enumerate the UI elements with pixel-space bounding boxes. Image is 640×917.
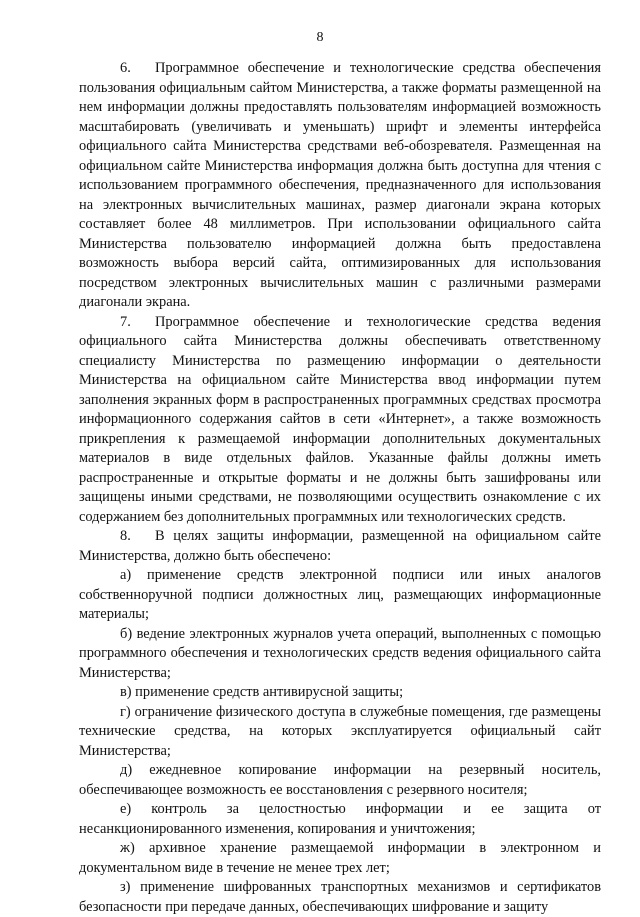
paragraph-text: Программное обеспечение и технологические средства обеспечения пользования официальным сайтом Министерства, а также форматы размещенной на нем информации должны предоставлять пользователям информацией возможность масштабировать (увеличивать и уменьшать) шрифт и элементы интерфейса официального сайта Министерства средствами веб-обозревателя. Размещенная на официальном сайте Министерства информация должна быть доступна для чтения с использованием программного обеспечения, предназначенного для использования на электронных вычислительных машинах, размер диагонали экрана которых составляет более 48 миллиметров. При использовании официального сайта Министерства пользователю информацией должна быть предоставлена возможность выбора версий сайта, оптимизированных для использования посредством электронных вычислительных машин с различными размерами диагонали экрана.: [79, 60, 601, 310]
paragraph-7: [79, 313, 601, 528]
paragraph-text: В целях защиты информации, размещенной на официальном сайте Министерства, должно быть обеспечено:: [79, 528, 601, 564]
list-item-b: б) ведение электронных журналов учета операций, выполненных с помощью программного обеспечения и технологических средств ведения официального сайта Министерства;: [79, 625, 601, 681]
paragraph-number: 8.: [120, 528, 131, 544]
list-item-d: д) ежедневное копирование информации на резервный носитель, обеспечивающее возможность ее восстановления с резервного носителя;: [79, 762, 601, 798]
paragraph-6: [79, 59, 601, 313]
page-number: 8: [316, 30, 324, 45]
document-body: [79, 59, 601, 917]
paragraph-number: 7.: [120, 313, 131, 330]
paragraph-8: [79, 527, 601, 566]
list-item-g: г) ограничение физического доступа в служебные помещения, где размещены технические средства, на которых эксплуатируется официальный сайт Министерства;: [79, 703, 601, 759]
list-item-z: з) применение шифрованных транспортных механизмов и сертификатов безопасности при передаче данных, обеспечивающих шифрование и защиту: [79, 879, 601, 915]
list-item-v: в) применение средств антивирусной защиты;: [120, 684, 404, 700]
list-item-e: е) контроль за целостностью информации и ее защита от несанкционированного изменения, копирования и уничтожения;: [79, 801, 601, 837]
list-item-zh: ж) архивное хранение размещаемой информации в электронном и документальном виде в течение не менее трех лет;: [79, 840, 601, 876]
paragraph-text: Программное обеспечение и технологические средства ведения официального сайта Министерства должны обеспечивать ответственному специалисту Министерства по размещению информации о деятельности Министерства на официальном сайте Министерства ввод информации путем заполнения экранных форм в распространенных программных средствах просмотра информационного содержания сайтов в сети «Интернет», а также возможность прикрепления к размещаемой информации дополнительных документальных материалов в виде отдельных файлов. Указанные файлы должны иметь распространенные и открытые форматы и не должны быть зашифрованы или защищены иными средствами, не позволяющими осуществить ознакомление с их содержанием без дополнительных программных или технологических средств.: [79, 313, 601, 525]
list-item-a: а) применение средств электронной подписи или иных аналогов собственноручной подписи должностных лиц, размещающих информационные материалы;: [79, 567, 601, 622]
paragraph-number: 6.: [120, 60, 131, 76]
